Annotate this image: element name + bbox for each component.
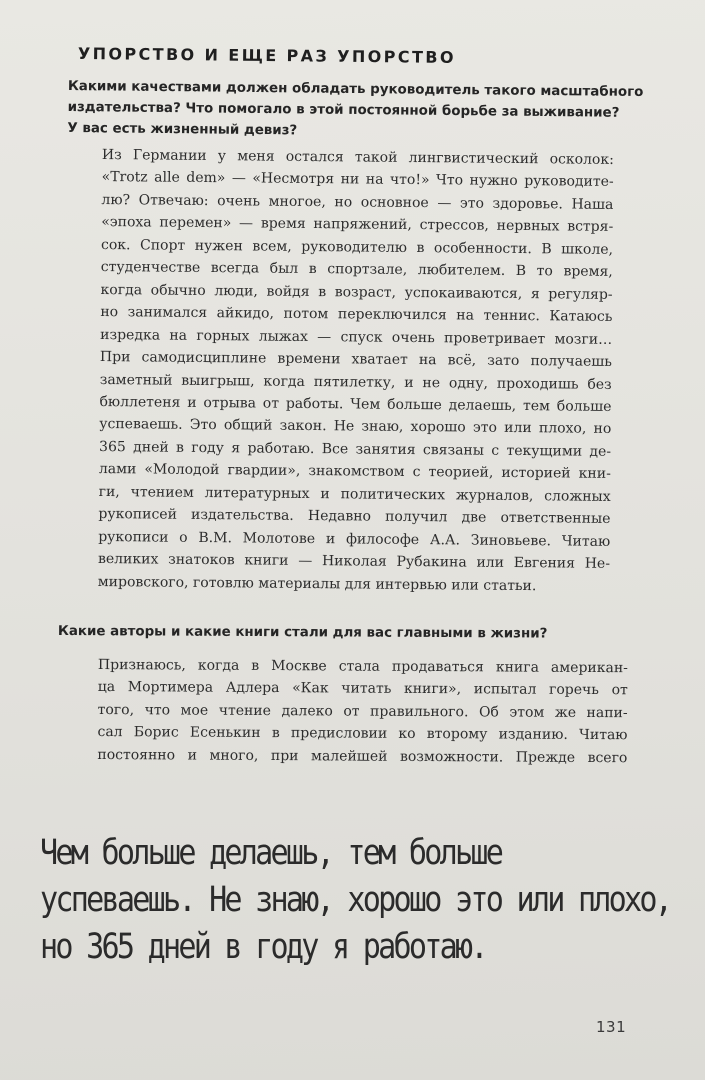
answer-1-line: успеваешь. Это общий закон. Не знаю, хорошо это или плохо, но <box>99 416 612 438</box>
question-1-line: Какими качествами должен обладать руководитель такого масштабного <box>67 78 644 101</box>
answer-1-line: 365 дней в году я работаю. Все занятия связаны с текущими де- <box>99 438 612 460</box>
answer-1-line: мировского, готовлю материалы для интервью или статьи. <box>97 573 537 594</box>
answer-1-line: студенчестве всегда был в спортзале, любителем. В то время, <box>100 259 613 281</box>
answer-1-line: великих знатоков книги — Николая Рубакина или Евгения Не- <box>97 551 611 573</box>
answer-1-line: бюллетеня и отрыва от работы. Чем больше делаешь, тем больше <box>99 393 612 415</box>
answer-1-line: «эпоха перемен» — время напряжений, стрессов, нервных встря- <box>101 214 614 236</box>
answer-1-line: сок. Спорт нужен всем, руководителю в особенности. В школе, <box>100 236 614 258</box>
answer-1-line: При самодисциплине времени хватает на всё, зато получаешь <box>99 349 613 370</box>
answer-1 <box>98 144 614 598</box>
question-1 <box>67 76 644 145</box>
answer-1-line: рукописей издательства. Недавно получил две ответственные <box>98 506 611 528</box>
answer-1-line: заметный выигрыш, когда пятилетку, и не одну, проходишь без <box>99 371 612 393</box>
answer-1-line: изредка на горных лыжах — спуск очень проветривает мозги… <box>100 326 613 348</box>
answer-1-line: но занимался айкидо, потом переключился на теннис. Катаюсь <box>100 304 613 326</box>
answer-1-line: рукописи о В.М. Молотове и философе А.А. Зиновьеве. Читаю <box>98 528 611 550</box>
pull-quote <box>40 830 671 971</box>
pull-quote-line: успеваешь. Не знаю, хорошо это или плохо, <box>40 880 671 920</box>
question-1-line: издательства? Что помогало в этой постоянной борьбе за выживание? <box>67 99 620 121</box>
page-number: 131 <box>596 1018 627 1036</box>
answer-2 <box>97 654 628 770</box>
question-1-line: У вас есть жизненный девиз? <box>67 120 298 139</box>
pull-quote-line: Чем больше делаешь, тем больше <box>40 833 502 873</box>
question-2 <box>58 621 618 645</box>
question-2-line: Какие авторы и какие книги стали для вас главными в жизни? <box>57 623 548 642</box>
answer-2-line: постоянно и много, при малейшей возможности. Прежде всего <box>97 746 628 767</box>
pull-quote-line: но 365 дней в году я работаю. <box>40 927 486 967</box>
answer-2-line: Признаюсь, когда в Москве стала продаваться книга американ- <box>97 656 628 677</box>
section-title: УПОРСТВО И ЕЩЕ РАЗ УПОРСТВО <box>77 44 457 67</box>
answer-1-line: когда обычно люди, войдя в возраст, успокаиваются, я регуляр- <box>100 281 613 303</box>
answer-2-line: сал Борис Есенькин в предисловии ко второму изданию. Читаю <box>97 724 628 744</box>
answer-1-line: ги, чтением литературных и политических журналов, сложных <box>98 483 611 505</box>
answer-1-line: Из Германии у меня остался такой лингвистический осколок: <box>101 146 614 168</box>
answer-2-line: того, что мое чтение далеко от правильного. Об этом же напи- <box>97 701 628 722</box>
answer-1-line: лю? Отвечаю: очень многое, но основное — это здоровье. Наша <box>101 191 614 213</box>
answer-2-line: ца Мортимера Адлера «Как читать книги», испытал горечь от <box>97 679 628 699</box>
answer-1-line: «Trotz alle dem» — «Несмотря ни на что!» Что нужно руководите- <box>101 169 614 191</box>
answer-1-line: лами «Молодой гвардии», знакомством с теорией, историей кни- <box>98 461 611 483</box>
